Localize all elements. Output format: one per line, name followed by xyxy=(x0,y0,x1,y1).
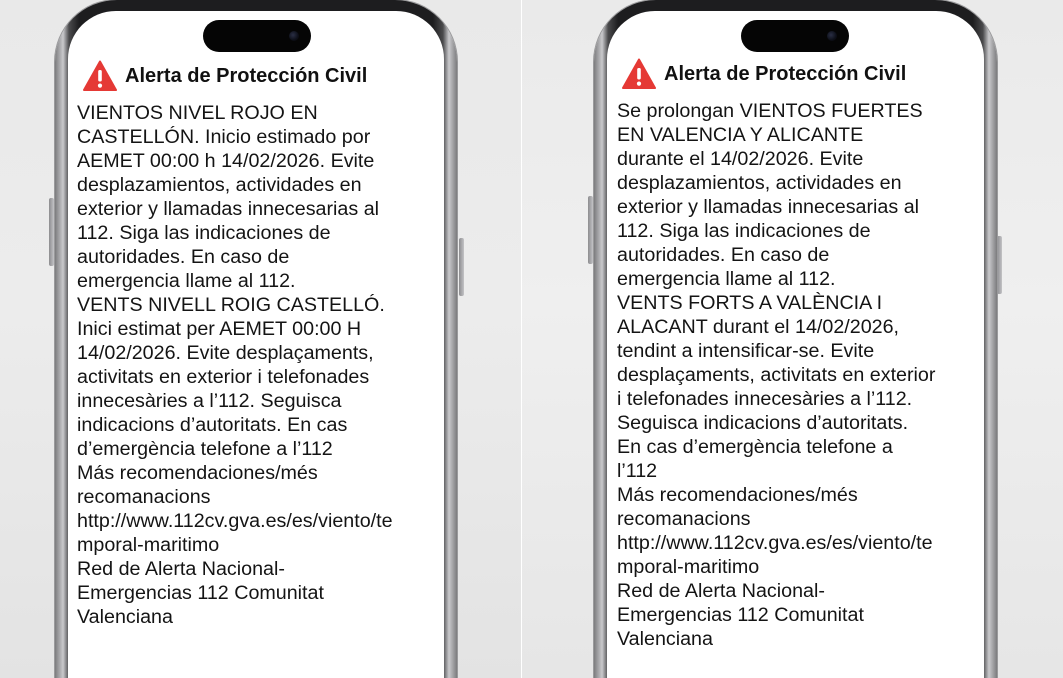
side-button xyxy=(588,196,593,264)
alert-header xyxy=(622,57,906,91)
phone-screen xyxy=(68,11,444,678)
warning-triangle-icon xyxy=(83,60,117,92)
side-button xyxy=(997,236,1002,294)
front-camera-icon xyxy=(289,31,299,41)
alert-title: Alerta de Protección Civil xyxy=(664,62,907,85)
phone-frame xyxy=(594,0,997,678)
alert-message: VIENTOS NIVEL ROJO EN CASTELLÓN. Inicio estimado por AEMET 00:00 h 14/02/2026. Evite desplazamientos, actividades en exterior y llamadas innecesarias al 112. Siga las indicaciones de autoridades. En caso de emergencia llame al 112. VENTS NIVELL ROIG CASTELLÓ. Inici estimat per AEMET 00:00 H 14/02/2026. Evite desplaçaments, activitats en exterior i telefonades innecesàries a l’112. Seguisca indicacions d’autoritats. En cas d’emergència telefone a l’112 Más recomendaciones/més recomanacions http://www.112cv.gva.es/es/viento/te mporal-maritimo Red de Alerta Nacional- Emergencias 112 Comunitat Valenciana xyxy=(77,102,393,628)
alert-header xyxy=(83,59,367,93)
front-camera-icon xyxy=(827,31,837,41)
dynamic-island xyxy=(203,20,311,52)
phone-screenshot-right xyxy=(522,0,1063,678)
side-button xyxy=(459,238,464,296)
phone-frame xyxy=(55,0,457,678)
phone-screenshot-left xyxy=(0,0,521,678)
warning-triangle-icon xyxy=(622,58,656,90)
side-button xyxy=(49,198,54,266)
alert-message: Se prolongan VIENTOS FUERTES EN VALENCIA Y ALICANTE durante el 14/02/2026. Evite desplazamientos, actividades en exterior y llamadas innecesarias al 112. Siga las indicaciones de autoridades. En caso de emergencia llame al 112. VENTS FORTS A VALÈNCIA I ALACANT durant el 14/02/2026, tendint a intensificar-se. Evite desplaçaments, activitats en exterior i telefonades innecesàries a l’112. Seguisca indicacions d’autoritats. En cas d’emergència telefone a l’112 Más recomendaciones/més recomanacions http://www.112cv.gva.es/es/viento/te mporal-maritimo Red de Alerta Nacional- Emergencias 112 Comunitat Valenciana xyxy=(617,100,936,650)
dynamic-island xyxy=(741,20,849,52)
alert-title: Alerta de Protección Civil xyxy=(125,64,368,87)
phone-screen xyxy=(607,11,984,678)
